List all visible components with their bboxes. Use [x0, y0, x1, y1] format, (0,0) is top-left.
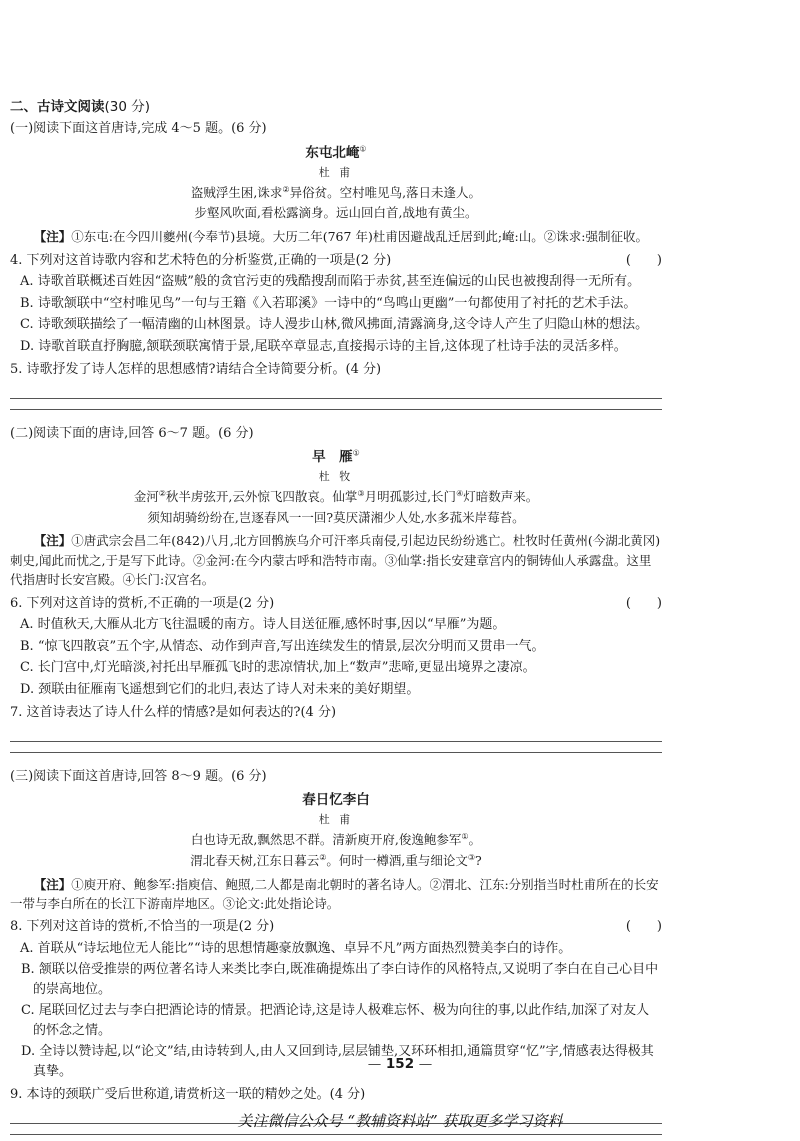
question-4: 4. 下列对这首诗歌内容和艺术特色的分析鉴赏,正确的一项是(2 分) ( ) [10, 251, 662, 271]
q4-option-d: D. 诗歌首联直抒胸臆,颔联颈联寓情于景,尾联卒章显志,直接揭示诗的主旨,这体现了杜诗手法的灵活多样。 [20, 338, 627, 354]
poem1-note: 【注】①东屯:在今四川夔州(今奉节)县境。大历二年(767 年)杜甫因避战乱迁居到此;崦:山。②诛求:强制征收。 [33, 229, 648, 245]
section-title: 二、古诗文阅读(30 分) [10, 99, 151, 115]
question-8: 8. 下列对这首诗的赏析,不恰当的一项是(2 分) ( ) [10, 917, 662, 937]
part2-intro: (二)阅读下面的唐诗,回答 6～7 题。(6 分) [10, 425, 254, 441]
part3-intro: (三)阅读下面这首唐诗,回答 8～9 题。(6 分) [10, 768, 267, 784]
question-5: 5. 诗歌抒发了诗人怎样的思想感情?请结合全诗简要分析。(4 分) [10, 362, 382, 378]
q4-option-c: C. 诗歌颈联描绘了一幅清幽的山林图景。诗人漫步山林,微风拂面,清露滴身,这令诗人产生了归隐山林的想法。 [20, 317, 649, 333]
poem1-title: 东屯北崦① [305, 144, 367, 161]
q8-option-c: C. 尾联回忆过去与李白把酒论诗的情景。把酒论诗,这是诗人极难忘怀、极为向往的事,以此作结,加深了对友人的怀念之情。 [21, 1003, 650, 1038]
poem1-line2: 步壑风吹面,看松露滴身。远山回白首,战地有黄尘。 [194, 205, 478, 221]
q6-option-d: D. 颈联由征雁南飞遥想到它们的北归,表达了诗人对未来的美好期望。 [20, 681, 420, 697]
part1-intro: (一)阅读下面这首唐诗,完成 4～5 题。(6 分) [10, 121, 267, 137]
poem2-title: 早 雁① [312, 448, 360, 466]
answer-bracket[interactable]: ( ) [625, 252, 662, 268]
poem2-author: 杜 牧 [318, 470, 354, 484]
exam-page [10, 97, 662, 1135]
q8-option-b: B. 颔联以倍受推崇的两位著名诗人来类比李白,既准确提炼出了李白诗作的风格特点,又说明了李白在自己心目中的崇高地位。 [21, 962, 659, 997]
question-9: 9. 本诗的颈联广受后世称道,请赏析这一联的精妙之处。(4 分) [10, 1087, 366, 1103]
poem2-note: 【注】①唐武宗会昌二年(842)八月,北方回鹘族乌介可汗率兵南侵,引起边民纷纷逃亡。杜牧时任黄州(今湖北黄冈)刺史,闻此而忧之,于是写下此诗。②金河:在今内蒙古呼和浩特市南。③仙掌:指长安建章宫内的铜铸仙人承露盘。这里代指唐时长安宫殿。④长门:汉宫名。 [10, 533, 661, 588]
q4-option-a: A. 诗歌首联概述百姓因“盗贼”般的贪官污吏的残酷搜刮而陷于赤贫,甚至连偏远的山民也被搜刮得一无所有。 [20, 274, 641, 290]
q6-option-b: B. “惊飞四散哀”五个字,从情态、动作到声音,写出连续发生的情景,层次分明而又贯串一气。 [20, 638, 545, 654]
footer-note: 关注微信公众号 “教辅资料站” 获取更多学习资料 [237, 1112, 563, 1130]
poem2-line2: 须知胡骑纷纷在,岂逐春风一一回?莫厌潇湘少人处,水多菰米岸莓苔。 [147, 509, 525, 525]
question-6: 6. 下列对这首诗的赏析,不正确的一项是(2 分) ( ) [10, 594, 662, 614]
poem1-line1: 盗贼浮生困,诛求②异俗贫。空村唯见鸟,落日未逢人。 [190, 184, 482, 200]
q6-option-c: C. 长门宫中,灯光暗淡,衬托出早雁孤飞时的悲凉情状,加上“数声”悲啼,更显出境界之凄凉。 [20, 660, 536, 676]
poem1-author: 杜 甫 [318, 166, 354, 179]
page-number: — 152 — [367, 1056, 433, 1072]
q6-option-a: A. 时值秋天,大雁从北方飞往温暖的南方。诗人目送征雁,感怀时事,因以“早雁”为题。 [20, 617, 506, 633]
answer-bracket[interactable]: ( ) [625, 595, 662, 611]
poem3-title: 春日忆李白 [302, 792, 370, 809]
answer-line[interactable] [10, 1134, 662, 1135]
q8-option-a: A. 首联从“诗坛地位无人能比”“诗的思想情趣豪放飘逸、卓异不凡”两方面热烈赞美李白的诗作。 [20, 940, 572, 956]
poem3-line1: 白也诗无敌,飘然思不群。清新庾开府,俊逸鲍参军①。 [190, 831, 482, 847]
question-7: 7. 这首诗表达了诗人什么样的情感?是如何表达的?(4 分) [10, 705, 337, 721]
answer-bracket[interactable]: ( ) [625, 919, 662, 935]
poem3-note: 【注】①庾开府、鲍参军:指庾信、鲍照,二人都是南北朝时的著名诗人。②渭北、江东:分别指当时杜甫所在的长安一带与李白所在的长江下游南岸地区。③论文:此处指论诗。 [10, 876, 659, 911]
q4-option-b: B. 诗歌颔联中“空村唯见鸟”一句与王籍《入若耶溪》一诗中的“鸟鸣山更幽”一句都使用了衬托的艺术手法。 [20, 295, 637, 311]
poem3-line2: 渭北春天树,江东日暮云②。何时一樽酒,重与细论文③? [190, 852, 482, 868]
q8-option-d: D. 全诗以赞诗起,以“论文”结,由诗转到人,由人又回到诗,层层铺垫,又环环相扣,通篇贯穿“忆”字,情感表达得极其真挚。 [21, 1044, 654, 1079]
poem3-author: 杜 甫 [318, 813, 354, 827]
poem2-line1: 金河②秋半虏弦开,云外惊飞四散哀。仙掌③月明孤影过,长门④灯暗数声来。 [133, 488, 539, 504]
